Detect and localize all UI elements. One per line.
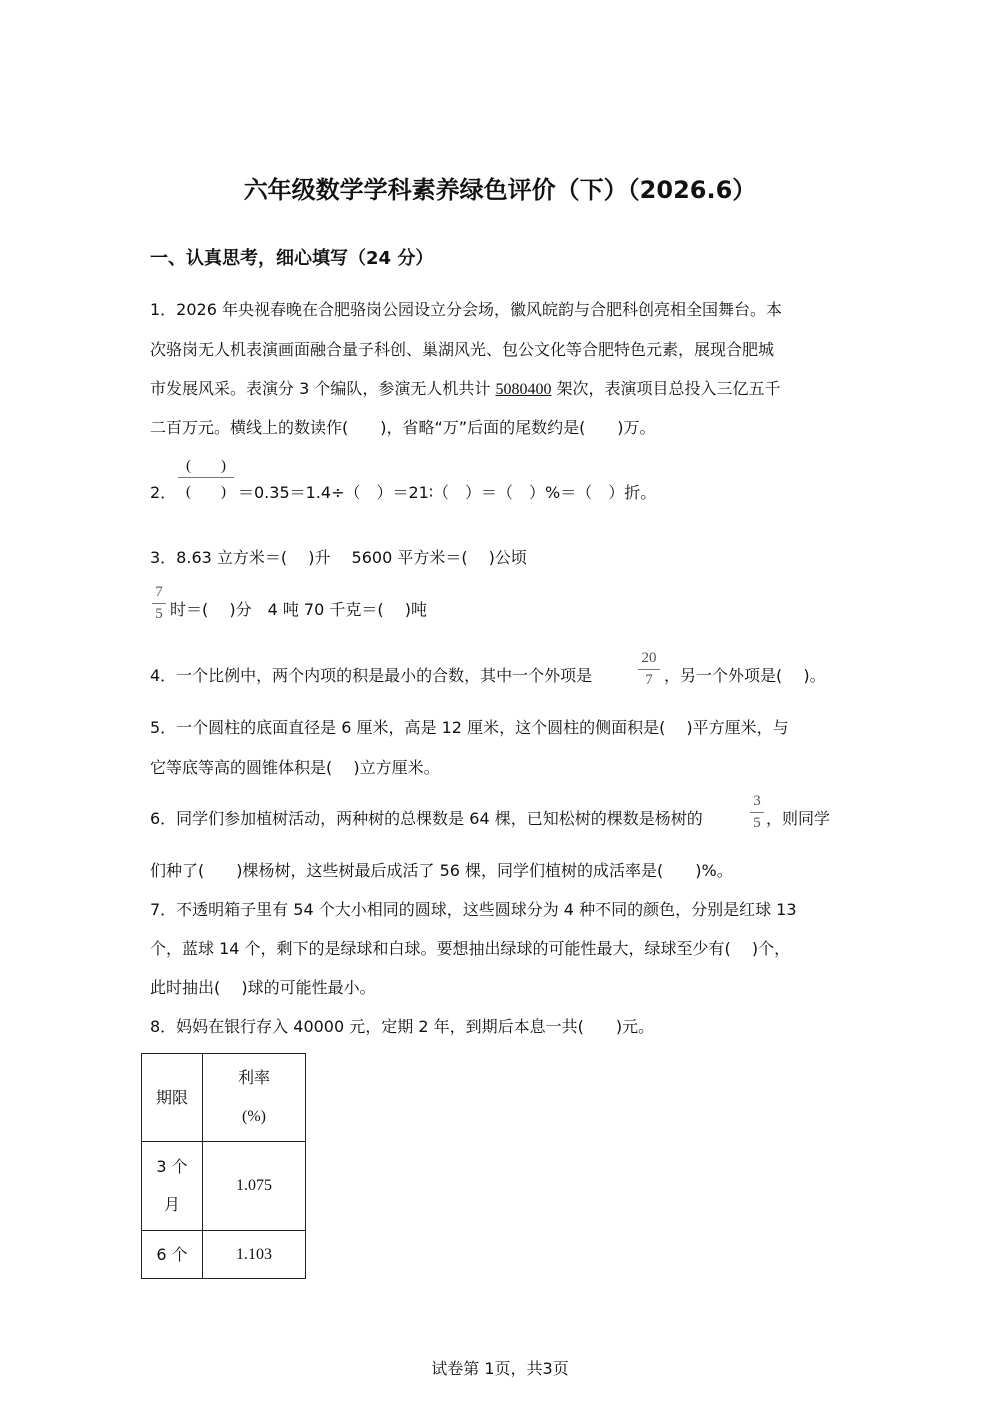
table-cell-rate-6m: 1.103 (203, 1231, 306, 1279)
page-footer: 试卷第 1页，共3页 (431, 1359, 569, 1378)
table-cell-rate-3m: 1.075 (203, 1142, 306, 1231)
table-header-term: 期限 (142, 1054, 203, 1142)
table-header-rate: 利率 (%) (203, 1054, 306, 1142)
q5-line-2: 它等底等高的圆锥体积是( )立方厘米。 (150, 758, 440, 777)
q1-line-1: 1．2026 年央视春晚在合肥骆岗公园设立分会场，徽风皖韵与合肥科创亮相全国舞台。本 (150, 300, 782, 319)
q6-line-1: 6．同学们参加植树活动，两种树的总棵数是 64 棵，已知松树的棵数是杨树的 (150, 809, 703, 828)
q7-line-2: 个，蓝球 14 个，剩下的是绿球和白球。要想抽出绿球的可能性最大，绿球至少有( )个， (150, 939, 791, 958)
page-title: 六年级数学学科素养绿色评价（下）（2026.6） (243, 176, 757, 204)
q3-line-2: 时＝( )分 4 吨 70 千克＝( )吨 (170, 600, 427, 619)
q7-line-1: 7．不透明箱子里有 54 个大小相同的圆球，这些圆球分为 4 种不同的颜色，分别是红球 13 (150, 900, 797, 919)
q6-line-2: 们种了( )棵杨树，这些树最后成活了 56 棵，同学们植树的成活率是( )%。 (150, 861, 733, 880)
q1-line-2: 次骆岗无人机表演画面融合量子科创、巢湖风光、包公文化等合肥特色元素，展现合肥城 (150, 340, 775, 359)
q6-fraction: 3 5 (750, 793, 764, 832)
q4-fraction: 20 7 (638, 650, 660, 689)
q6-line-1b: ，则同学 (766, 809, 831, 828)
table-cell-term-6m: 6 个 (142, 1231, 203, 1279)
q3-line-1: 3．8.63 立方米＝( )升 5600 平方米＝( )公顷 (150, 548, 527, 567)
q2-prefix: 2． (150, 483, 177, 502)
section-heading-1: 一、认真思考，细心填写（24 分） (150, 248, 434, 269)
table-cell-term-3m: 3 个 月 (142, 1142, 203, 1231)
q1-line-3: 市发展风采。表演分 3 个编队，参演无人机共计 5080400 架次，表演项目总投入三亿五千 (150, 379, 781, 398)
q4-after: ，另一个外项是( )。 (664, 666, 826, 685)
q2-blank-fraction: ( ) ( ) (178, 454, 234, 501)
q5-line-1: 5．一个圆柱的底面直径是 6 厘米，高是 12 厘米，这个圆柱的侧面积是( )平方厘米，与 (150, 718, 789, 737)
interest-rate-table (141, 1053, 306, 1279)
underlined-number: 5080400 (495, 381, 552, 398)
q1-line-4: 二百万元。横线上的数读作( )，省略“万”后面的尾数约是( )万。 (150, 418, 656, 437)
q8-line-1: 8．妈妈在银行存入 40000 元，定期 2 年，到期后本息一共( )元。 (150, 1017, 655, 1036)
q3-fraction: 7 5 (152, 584, 166, 623)
q7-line-3: 此时抽出( )球的可能性最小。 (150, 978, 376, 997)
q2-line: ＝0.35＝1.4÷（ ）＝21∶（ ）＝（ ）%＝（ ）折。 (238, 483, 657, 502)
q4-text: 4．一个比例中，两个内项的积是最小的合数，其中一个外项是 (150, 666, 593, 685)
